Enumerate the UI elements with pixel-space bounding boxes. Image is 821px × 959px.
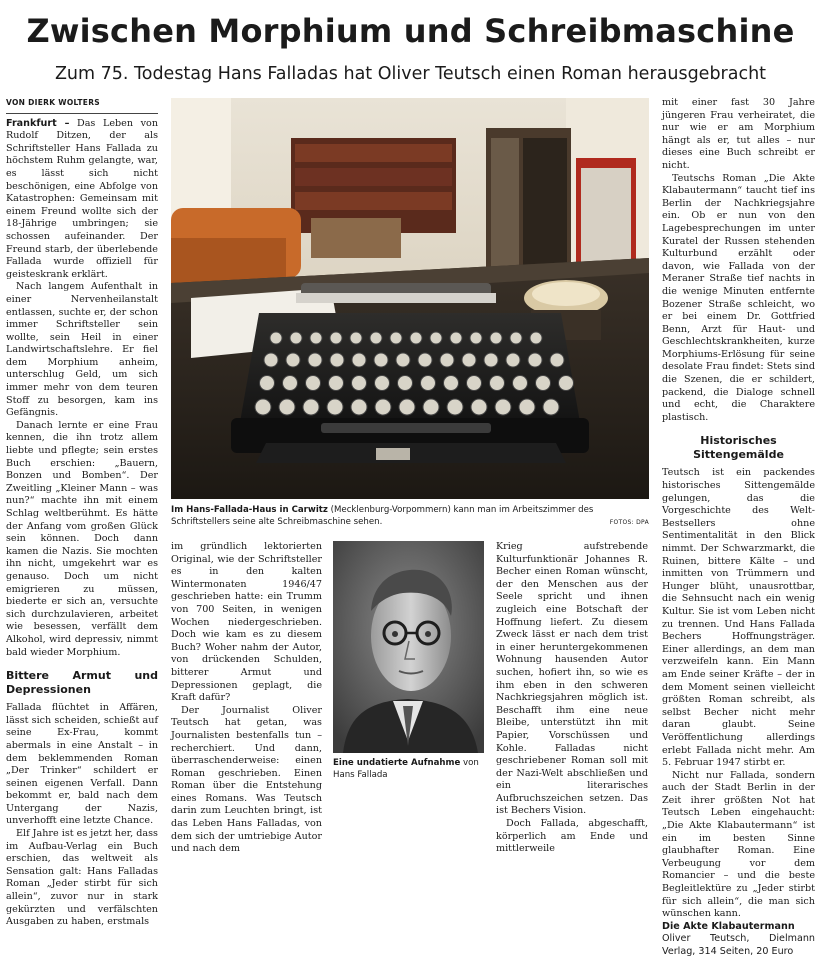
subheading: Bittere Armut und Depressionen [6, 669, 158, 696]
paragraph: Der Journalist Oliver Teutsch hat getan, was Journalisten bestenfalls tun – recherchiert. Und dann, überraschenderweise: einen Roman geschrieben. Einen Roman über die Entstehung eines Romans. Was Teutsch darin zum Leuchten bringt, ist das Leben Hans Falladas, von dem sich der umtriebige Autor und nach dem [171, 704, 322, 855]
paragraph: Elf Jahre ist es jetzt her, dass im Aufbau-Verlag ein Buch erschien, das weltweit als Sensation galt: Hans Falladas Roman „Jeder stirbt für sich allein“, zuvor nur in stark gekürzten und verfälschten Ausgaben zu haben, erstmals [6, 828, 158, 928]
paragraph: im gründlich lektorierten Original, wie der Schriftsteller es in den kalten Wintermonaten 1946/47 geschrieben hatte: ein Trumm von 700 Seiten, in wenigen Wochen niedergeschrieben. Doch wie kam es zu diesem Buch? Woher nahm der Autor, von drückenden Schulden, bitterer Armut und Depressionen geplagt, die Kraft dafür? [171, 541, 322, 704]
paragraph: Krieg aufstrebende Kulturfunktionär Johannes R. Becher einen Roman wünscht, der den Menschen aus der Seele spricht und ihnen zugleich eine Botschaft der Hoffnung liefert. Zu diesem Zweck lässt er nach dem trist in einer heruntergekommenen Wohnung hausenden Autor suchen, hofiert ihn, so wie es ihm eben in den schweren Nachkriegsjahren möglich ist. Beschafft ihm eine neue Bleibe, unterstützt ihn mit Papier, Vorschüssen und Kohle. Falladas nicht geschriebener Roman soll mit der Nazi-Welt abschließen und ein literarisches Aufbruchszeichen setzen. Das ist Bechers Vision. [496, 541, 648, 817]
paragraph: Nicht nur Fallada, sondern auch der Stadt Berlin in der Zeit ihrer größten Not hat Teutsch Leben eingehaucht: „Die Akte Klabautermann“ ist ein im besten Sinne glaubhafter Roman. Eine Verbeugung vor dem Romancier – und die beste Begleitlektüre zu „Jeder stirbt für sich allein“, die man sich wünschen kann. [662, 769, 815, 920]
column-4 [662, 97, 815, 959]
paragraph: Danach lernte er eine Frau kennen, die ihn trotz allem liebte und pflegte; sein erstes Buch erschien: „Bauern, Bonzen und Bomben“. Der Zweitling „Kleiner Mann – was nun?“ machte ihn mit einem Schlag weltberühmt. Es hätte der Anfang vom großen Glück sein können. Doch dann kamen die Nazis. Sie mochten ihn nicht, umgekehrt war es genauso. Doch um nicht emigrieren zu müssen, biederte er sich an, versuchte sich durchzulavieren, arbeitet wie besessen, verfällt dem Alkohol, wird depressiv, nimmt bald wieder Morphium. [6, 419, 158, 658]
caption-text: von Hans Fallada [333, 758, 479, 780]
paragraph: Teutsch ist ein packendes historisches Sittengemälde gelungen, das die Vorgeschichte des Welt-Bestsellers ohne Sentimentalität in den Blick nimmt. Der Schwarzmarkt, die Ruinen, bittere Kälte – und inmitten von Trümmern und Hunger blüht, unausrottbar, die Sehnsucht nach ein wenig Kultur. Sie ist vom Leben nicht zu trennen. Und Hans Fallada Bechers Hoffnungsträger. Einer allerdings, an dem man verzweifeln kann. Ein Mann am Ende seiner Kräfte – der in dem Moment seinen vielleicht größten Roman schreibt, als selbst Becher nicht mehr daran glaubt. Seine Veröffentlichung allerdings erlebt Fallada nicht mehr. Am 5. Februar 1947 stirbt er. [662, 467, 815, 769]
subheading: Historisches Sittengemälde [693, 434, 784, 461]
portrait-photo [333, 541, 484, 753]
portrait-caption [333, 758, 484, 781]
book-info: Oliver Teutsch, Dielmann Verlag, 314 Seiten, 20 Euro [662, 933, 815, 957]
photo-caption [171, 505, 649, 528]
photo-credit: FOTOS: DPA [609, 518, 649, 526]
column-2 [171, 541, 322, 856]
typewriter-photo [171, 98, 649, 499]
paragraph: Frankfurt – Das Leben von Rudolf Ditzen, der als Schriftsteller Hans Fallada zu höchstem Ruhm gelangte, war, es lässt sich nicht beschönigen, eine Abfolge von Katastrophen: Gemeinsam mit einem Freund wollte sich der 18-Jährige umbringen; sie schossen aufeinander. Der Freund starb, der überlebende Fallada wurde offiziell für geisteskrank erklärt. [6, 117, 158, 280]
caption-lead: Im Hans-Fallada-Haus in Carwitz [171, 505, 328, 515]
paragraph: Doch Fallada, abgeschafft, körperlich am Ende und mittlerweile [496, 818, 648, 855]
paragraph: Fallada flüchtet in Affären, lässt sich scheiden, schießt auf seine Ex-Frau, kommt abermals in eine Anstalt – in dem beklemmenden Roman „Der Trinker“ schildert er seinen eigenen Verfall. Dann bekommt er, bald nach dem Untergang der Nazis, unverhofft eine letzte Chance. [6, 702, 158, 827]
byline: VON DIERK WOLTERS [6, 97, 158, 114]
caption-text: (Mecklenburg-Vorpommern) kann man im Arbeitszimmer des Schriftstellers seine alte Schreibmaschine sehen. [171, 505, 594, 527]
column-1 [6, 97, 158, 929]
book-title: Die Akte Klabautermann [662, 920, 795, 932]
caption-lead: Eine undatierte Aufnahme [333, 758, 461, 768]
paragraph: Teutschs Roman „Die Akte Klabautermann“ taucht tief ins Berlin der Nachkriegsjahre ein. Ob er nun von den Lagebesprechungen im unter Kuratel der Russen stehenden Kulturbund erzählt oder davon, wie Fallada von der Meraner Straße tief nachts in die wenige Minuten entfernte Bozener Straße schleicht, wo er bei einem Dr. Gottfried Benn, Arzt für Haut- und Geschlechtskrankheiten, kurze Morphiums-Erlösung für seine desolate Frau findet: Stets sind die Szenen, die er schildert, packend, die Dialoge schnell und echt, die Charaktere plastisch. [662, 172, 815, 423]
column-3 [496, 541, 648, 856]
subheadline: Zum 75. Todestag Hans Falladas hat Oliver Teutsch einen Roman herausgebracht [54, 64, 767, 84]
paragraph: Nach langem Aufenthalt in einer Nervenheilanstalt entlassen, suchte er, der schon immer Schriftsteller sein wollte, sein Heil in einer Landwirtschaftslehre. Er fiel dem Morphium anheim, unterschlug Geld, um sich immer mehr von dem teuren Stoff zu besorgen, kam ins Gefängnis. [6, 281, 158, 419]
dateline: Frankfurt – [6, 117, 70, 129]
headline: Zwischen Morphium und Schreibmaschine [26, 12, 795, 50]
paragraph: mit einer fast 30 Jahre jüngeren Frau verheiratet, die nur wie er am Morphium hängt als er, tut alles – nur dieses eine Buch schreibt er nicht. [662, 97, 815, 171]
